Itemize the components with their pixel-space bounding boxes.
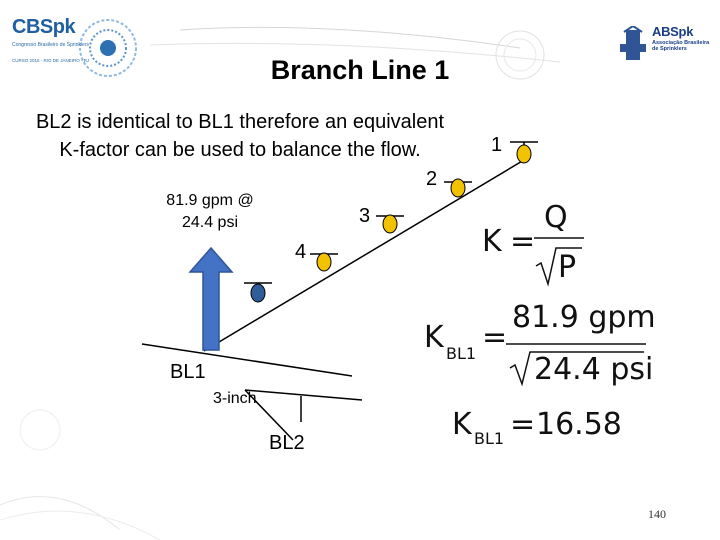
pressure-symbol-p: P: [558, 250, 577, 285]
cbspk-logo-name: CBSpk: [12, 16, 76, 38]
abspk-logo-subtitle: Associação Brasileira de Sprinklers: [652, 40, 710, 52]
page-number: 140: [648, 507, 666, 521]
kbl1-result: [450, 405, 650, 455]
kbl1-calculation: [420, 300, 660, 400]
abspk-logo-name: ABSpk: [652, 24, 694, 39]
flow-direction-arrow: [190, 248, 232, 350]
cbspk-logo-detail: CURSO 2015 - RIO DE JANEIRO - RJ: [12, 58, 90, 63]
kbl1-symbol-1: K: [424, 320, 444, 355]
sprinkler-label-1: 1: [491, 134, 503, 156]
k-factor-formula: [480, 200, 600, 290]
sprinkler-4: [310, 253, 338, 271]
sprinkler-3: [376, 215, 404, 233]
flow-condition-label: [150, 190, 270, 234]
equals-sign-2: =: [482, 320, 508, 355]
flow-symbol-q: Q: [544, 200, 568, 235]
kbl1-subscript-1: BL1: [446, 344, 477, 363]
kbl1-result-value: 16.58: [536, 407, 622, 442]
sprinkler-label-2: 2: [426, 168, 438, 190]
cbspk-logo-subtitle: Congresso Brasileiro de Sprinklers: [12, 42, 89, 48]
k-symbol: K: [482, 224, 502, 259]
sprinkler-label-4: 4: [295, 241, 307, 263]
equals-sign-3: =: [510, 407, 536, 442]
sprinkler-label-3: 3: [359, 205, 371, 227]
equals-sign-1: =: [510, 224, 536, 259]
flow-value: 81.9 gpm: [512, 300, 656, 335]
flow-condition-line-2: 24.4 psi: [181, 214, 239, 231]
branch-label-bl1: BL1: [170, 361, 206, 383]
intro-line-1: BL2 is identical to BL1 therefore an equivalent: [35, 111, 445, 133]
main-size-label: 3-inch: [213, 390, 257, 407]
branch-label-bl2: BL2: [269, 432, 305, 454]
sprinkler-1: [510, 142, 538, 163]
bl2-branch-pipe: [245, 390, 362, 400]
intro-line-2: K-factor can be used to balance the flow.: [59, 139, 421, 161]
pressure-value: 24.4 psi: [534, 352, 654, 387]
sprinkler-blue: [244, 283, 272, 302]
flow-condition-line-1: 81.9 gpm @: [166, 192, 254, 209]
slide-title: Branch Line 1: [270, 55, 450, 85]
kbl1-subscript-2: BL1: [474, 429, 505, 448]
kbl1-symbol-2: K: [452, 407, 472, 442]
